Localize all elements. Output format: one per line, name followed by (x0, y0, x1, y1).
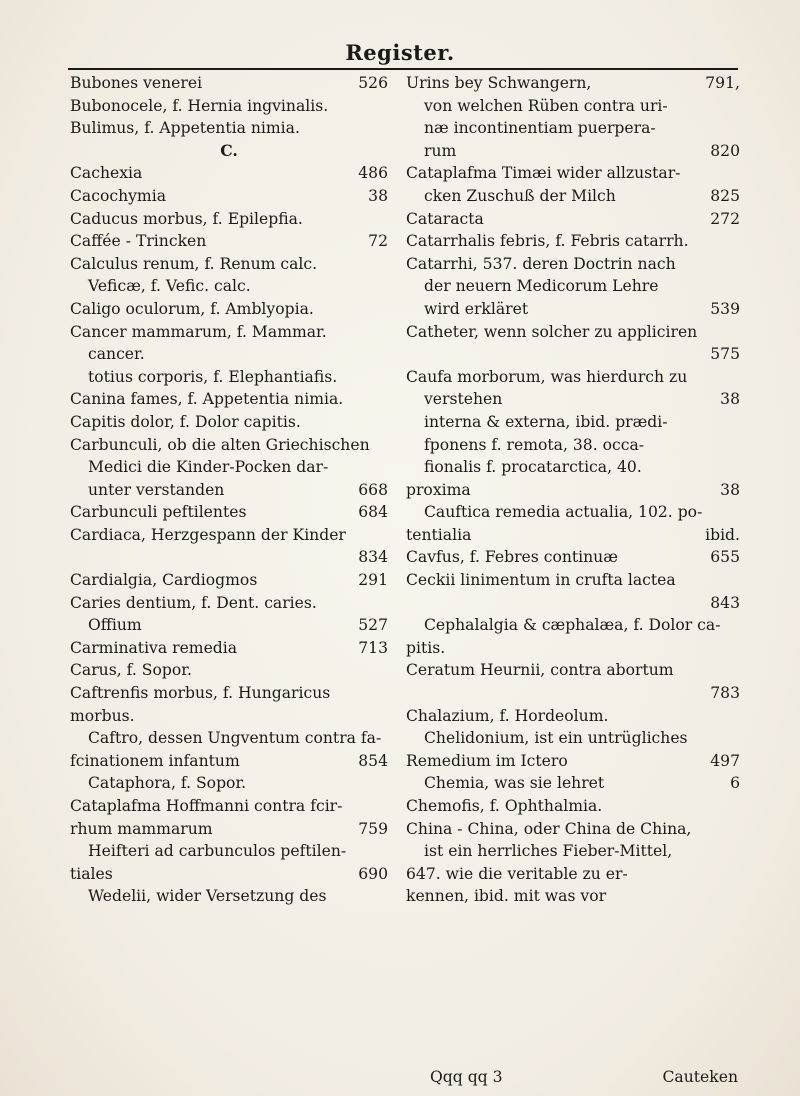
index-line: Chemofis, f. Ophthalmia. (406, 797, 603, 815)
index-line: ist ein herrliches Fieber-Mittel, (424, 842, 673, 861)
index-line: Carus, f. Sopor. (70, 661, 192, 680)
index-line: pitis. (406, 638, 446, 657)
index-line: Carbunculi, ob die alten Griechischen (70, 435, 370, 454)
index-line: Caftrenfis morbus, f. Hungaricus (70, 684, 331, 703)
index-line: Cataplafma Hoffmanni contra fcir- (70, 797, 343, 815)
index-line: Wedelii, wider Versetzung des (88, 887, 327, 906)
index-line: kennen, ibid. mit was vor (406, 887, 607, 906)
index-line: rum 820 (424, 141, 740, 160)
header-rule (68, 68, 738, 70)
index-line: verstehen 38 (424, 390, 740, 409)
index-line: Caducus morbus, f. Epilepfia. (70, 209, 303, 228)
index-line: Ceratum Heurnii, contra abortum (406, 661, 674, 680)
index-line: Caufa morborum, was hierdurch zu (406, 367, 688, 386)
index-line: 783 (710, 684, 740, 703)
index-line: Calculus renum, f. Renum calc. (70, 254, 318, 273)
index-line: Cardiaca, Herzgespann der Kinder (70, 525, 346, 544)
index-line: proxima 38 (406, 480, 740, 499)
index-line: rhum mammarum 759 (70, 819, 388, 838)
index-line: Ceckii linimentum in crufta lactea (406, 571, 676, 590)
index-line: Offium 527 (88, 616, 388, 635)
index-line: tiales 690 (70, 864, 388, 883)
index-line: Bubonocele, f. Hernia ingvinalis. (70, 96, 329, 115)
index-line: Caftro, dessen Ungventum contra fa- (88, 729, 382, 748)
index-line: von welchen Rüben contra uri- (424, 96, 668, 115)
index-line: unter verstanden 668 (88, 480, 388, 499)
index-line: Cavfus, f. Febres continuæ 655 (406, 548, 740, 567)
index-line: interna & externa, ibid. prædi- (424, 412, 668, 431)
index-line: Caligo oculorum, f. Amblyopia. (70, 299, 314, 318)
index-line: Cardialgia, Cardiogmos 291 (70, 571, 388, 590)
index-line: Chemia, was sie lehret 6 (424, 774, 740, 793)
index-line: fcinationem infantum 854 (70, 751, 388, 770)
index-line: China - China, oder China de China, (406, 819, 692, 838)
index-line: der neuern Medicorum Lehre (424, 277, 659, 296)
index-line: Cachexia 486 (70, 164, 388, 183)
index-line: morbus. (70, 706, 135, 725)
index-line: Chelidonium, ist ein untrügliches (424, 729, 688, 748)
page-title: Register. (345, 40, 455, 65)
index-line: Heifteri ad carbunculos peftilen- (88, 842, 347, 861)
index-line: Cataplafma Timæi wider allzustar- (406, 164, 681, 183)
index-line: 834 (358, 548, 388, 567)
index-line: Urins bey Schwangern, 791, (406, 74, 740, 92)
index-line: Cataracta 272 (406, 209, 740, 228)
index-line: Chalazium, f. Hordeolum. (406, 706, 609, 725)
index-line: wird erkläret 539 (424, 299, 740, 318)
index-line: Catheter, wenn solcher zu appliciren (406, 322, 698, 341)
index-column-right (406, 72, 740, 908)
index-line: Cacochymia 38 (70, 186, 388, 205)
index-line: fponens f. remota, 38. occa- (424, 435, 645, 454)
index-column-left (70, 72, 388, 908)
index-line: Capitis dolor, f. Dolor capitis. (70, 412, 301, 431)
index-line: Veficæ, f. Vefic. calc. (88, 277, 251, 296)
index-line: Bulimus, f. Appetentia nimia. (70, 119, 300, 138)
index-line: 647. wie die veritable zu er- (406, 864, 628, 883)
index-line: tentialia ibid. (406, 525, 740, 544)
index-line: cancer. (88, 345, 145, 364)
section-letter: C. (220, 140, 238, 160)
index-line: Catarrhi, 537. deren Doctrin nach (406, 254, 676, 273)
index-line: Canina fames, f. Appetentia nimia. (70, 390, 344, 409)
index-line: Bubones venerei 526 (70, 74, 388, 92)
index-line: Carbunculi peftilentes 684 (70, 503, 388, 522)
index-line: 843 (710, 593, 740, 612)
index-line: Cauftica remedia actualia, 102. po- (424, 503, 703, 522)
index-line: 575 (710, 345, 740, 364)
index-line: Remedium im Ictero 497 (406, 751, 740, 770)
index-line: totius corporis, f. Elephantiafis. (88, 367, 338, 386)
index-line: Caffée - Trincken 72 (70, 232, 388, 251)
index-line: Cancer mammarum, f. Mammar. (70, 322, 327, 341)
index-line: Medici die Kinder-Pocken dar- (88, 458, 329, 477)
catchword: Cauteken (662, 1068, 738, 1086)
index-line: Carminativa remedia 713 (70, 638, 388, 657)
index-line: Cephalalgia & cæphalæa, f. Dolor ca- (424, 616, 721, 635)
index-line: fionalis f. procatarctica, 40. (424, 458, 642, 477)
index-line: Cataphora, f. Sopor. (88, 774, 247, 793)
signature-mark: Qqq qq 3 (430, 1068, 503, 1086)
index-line: næ incontinentiam puerpera- (424, 119, 656, 138)
index-line: cken Zuschuß der Milch 825 (424, 186, 740, 205)
index-line: Catarrhalis febris, f. Febris catarrh. (406, 232, 689, 251)
index-line: Caries dentium, f. Dent. caries. (70, 593, 317, 612)
